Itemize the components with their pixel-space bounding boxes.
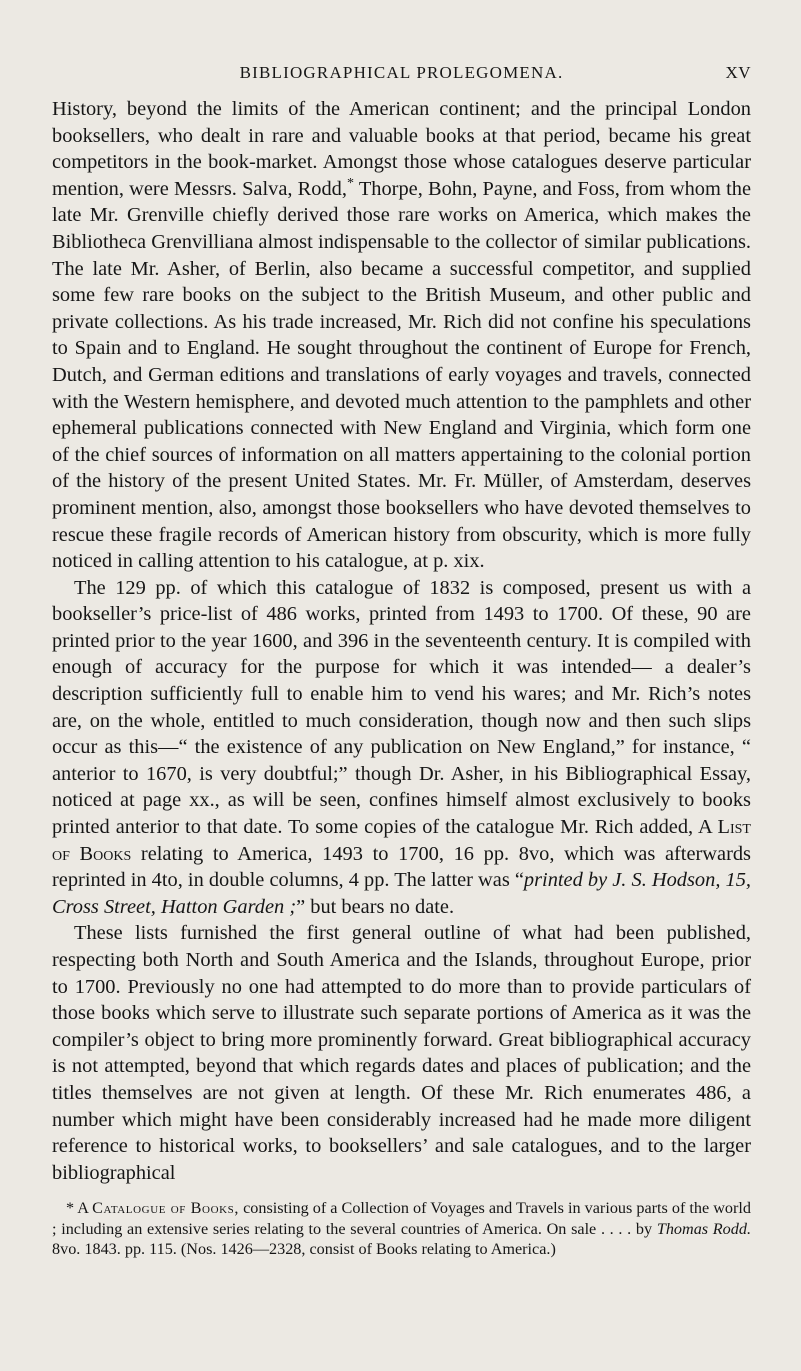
paragraph-1 bbox=[52, 96, 751, 575]
body-text bbox=[52, 96, 751, 1186]
running-head bbox=[52, 58, 751, 88]
footnote-text-b: 8vo. 1843. pp. 115. (Nos. 1426—2328, consist of Books relating to America.) bbox=[52, 1240, 556, 1259]
footnote-reference: * bbox=[346, 175, 354, 191]
footnote-mark: * A bbox=[66, 1199, 93, 1218]
paragraph-2-text-c: ” but bears no date. bbox=[296, 895, 455, 918]
page-number: XV bbox=[725, 63, 751, 82]
footnote-author: Thomas Rodd. bbox=[656, 1219, 751, 1238]
paragraph-3: These lists furnished the first general outline of what had been published, respecting both North and South America and the Islands, throughout Europe, prior to 1700. Previously no one had attempted to do more than to provide particulars of those books which serve to illustrate such separate portions of America as it was the compiler’s object to bring more prominently forward. Great bibliographical accuracy is not attempted, beyond that which regards dates and places of publication; and the titles themselves are not given at length. Of these Mr. Rich enumerates 486, a number which might have been considerably increased had he made more diligent reference to historical works, to booksellers’ and sale catalogues, and to the larger bibliographical bbox=[52, 922, 751, 1184]
footnote-catalogue-title: Catalogue of Books, bbox=[92, 1199, 240, 1218]
footnote-text-a: consisting of a Collection of Voyages and Travels in various parts of the world ; including an extensive series relating to the several countries of America. On sale . . . . by bbox=[52, 1199, 751, 1238]
running-title: BIBLIOGRAPHICAL PROLEGOMENA. bbox=[239, 63, 564, 82]
paragraph-2-text-a: The 129 pp. of which this catalogue of 1832 is composed, present us with a bookseller’s price-list of 486 works, printed from 1493 to 1700. Of these, 90 are printed prior to the year 1600, and 396 in the seventeenth century. It is compiled with enough of accuracy for the purpose for which it was intended— a dealer’s description sufficiently full to enable him to vend his wares; and Mr. Rich’s notes are, on the whole, entitled to much consideration, though now and then such slips occur as this—“ the existence of any publication on New England,” for instance, “ anterior to 1670, is very doubtful;” though Dr. Asher, in his Bibliographical Essay, noticed at page xx., as will be seen, confines himself almost exclusively to books printed anterior to that date. To some copies of the catalogue Mr. Rich added, A bbox=[52, 576, 751, 839]
paragraph-1-text: History, beyond the limits of the American continent; and the principal London booksellers, who dealt in rare and valuable books at that period, became his great competitors in the book-market. Amongst those whose catalogues deserve particular mention, were Messrs. Salva, Rodd, bbox=[52, 98, 751, 200]
paragraph-2-text-b: relating to America, 1493 to 1700, 16 pp. 8vo, which was afterwards reprinted in 4to, in double columns, 4 pp. The latter was “ bbox=[52, 842, 751, 892]
paragraph-1-continued: Thorpe, Bohn, Payne, and Foss, from whom the late Mr. Grenville chiefly derived those rare works on America, which makes the Bibliotheca Grenvilliana almost indispensable to the collector of similar publications. The late Mr. Asher, of Berlin, also became a successful competitor, and supplied some few rare books on the subject to the British Museum, and other public and private collections. As his trade increased, Mr. Rich did not confine his speculations to Spain and to England. He sought throughout the continent of Europe for French, Dutch, and German editions and translations of early voyages and travels, connected with the Western hemisphere, and devoted much attention to the pamphlets and other ephemeral publications connected with New England and Virginia, which form one of the chief sources of information on all matters appertaining to the colonial portion of the history of the present United States. Mr. Fr. Müller, of Amsterdam, deserves prominent mention, also, amongst those booksellers who have devoted themselves to rescue these fragile records of American history from obscurity, which is more fully noticed in calling attention to his catalogue, at p. xix. bbox=[52, 177, 751, 573]
paragraph-2 bbox=[52, 575, 751, 921]
footnote bbox=[52, 1198, 751, 1260]
printer-imprint: printed by J. S. Hodson, 15, Cross Street, Hatton Garden ; bbox=[52, 869, 752, 918]
list-of-books-title: List of Books bbox=[52, 816, 751, 865]
